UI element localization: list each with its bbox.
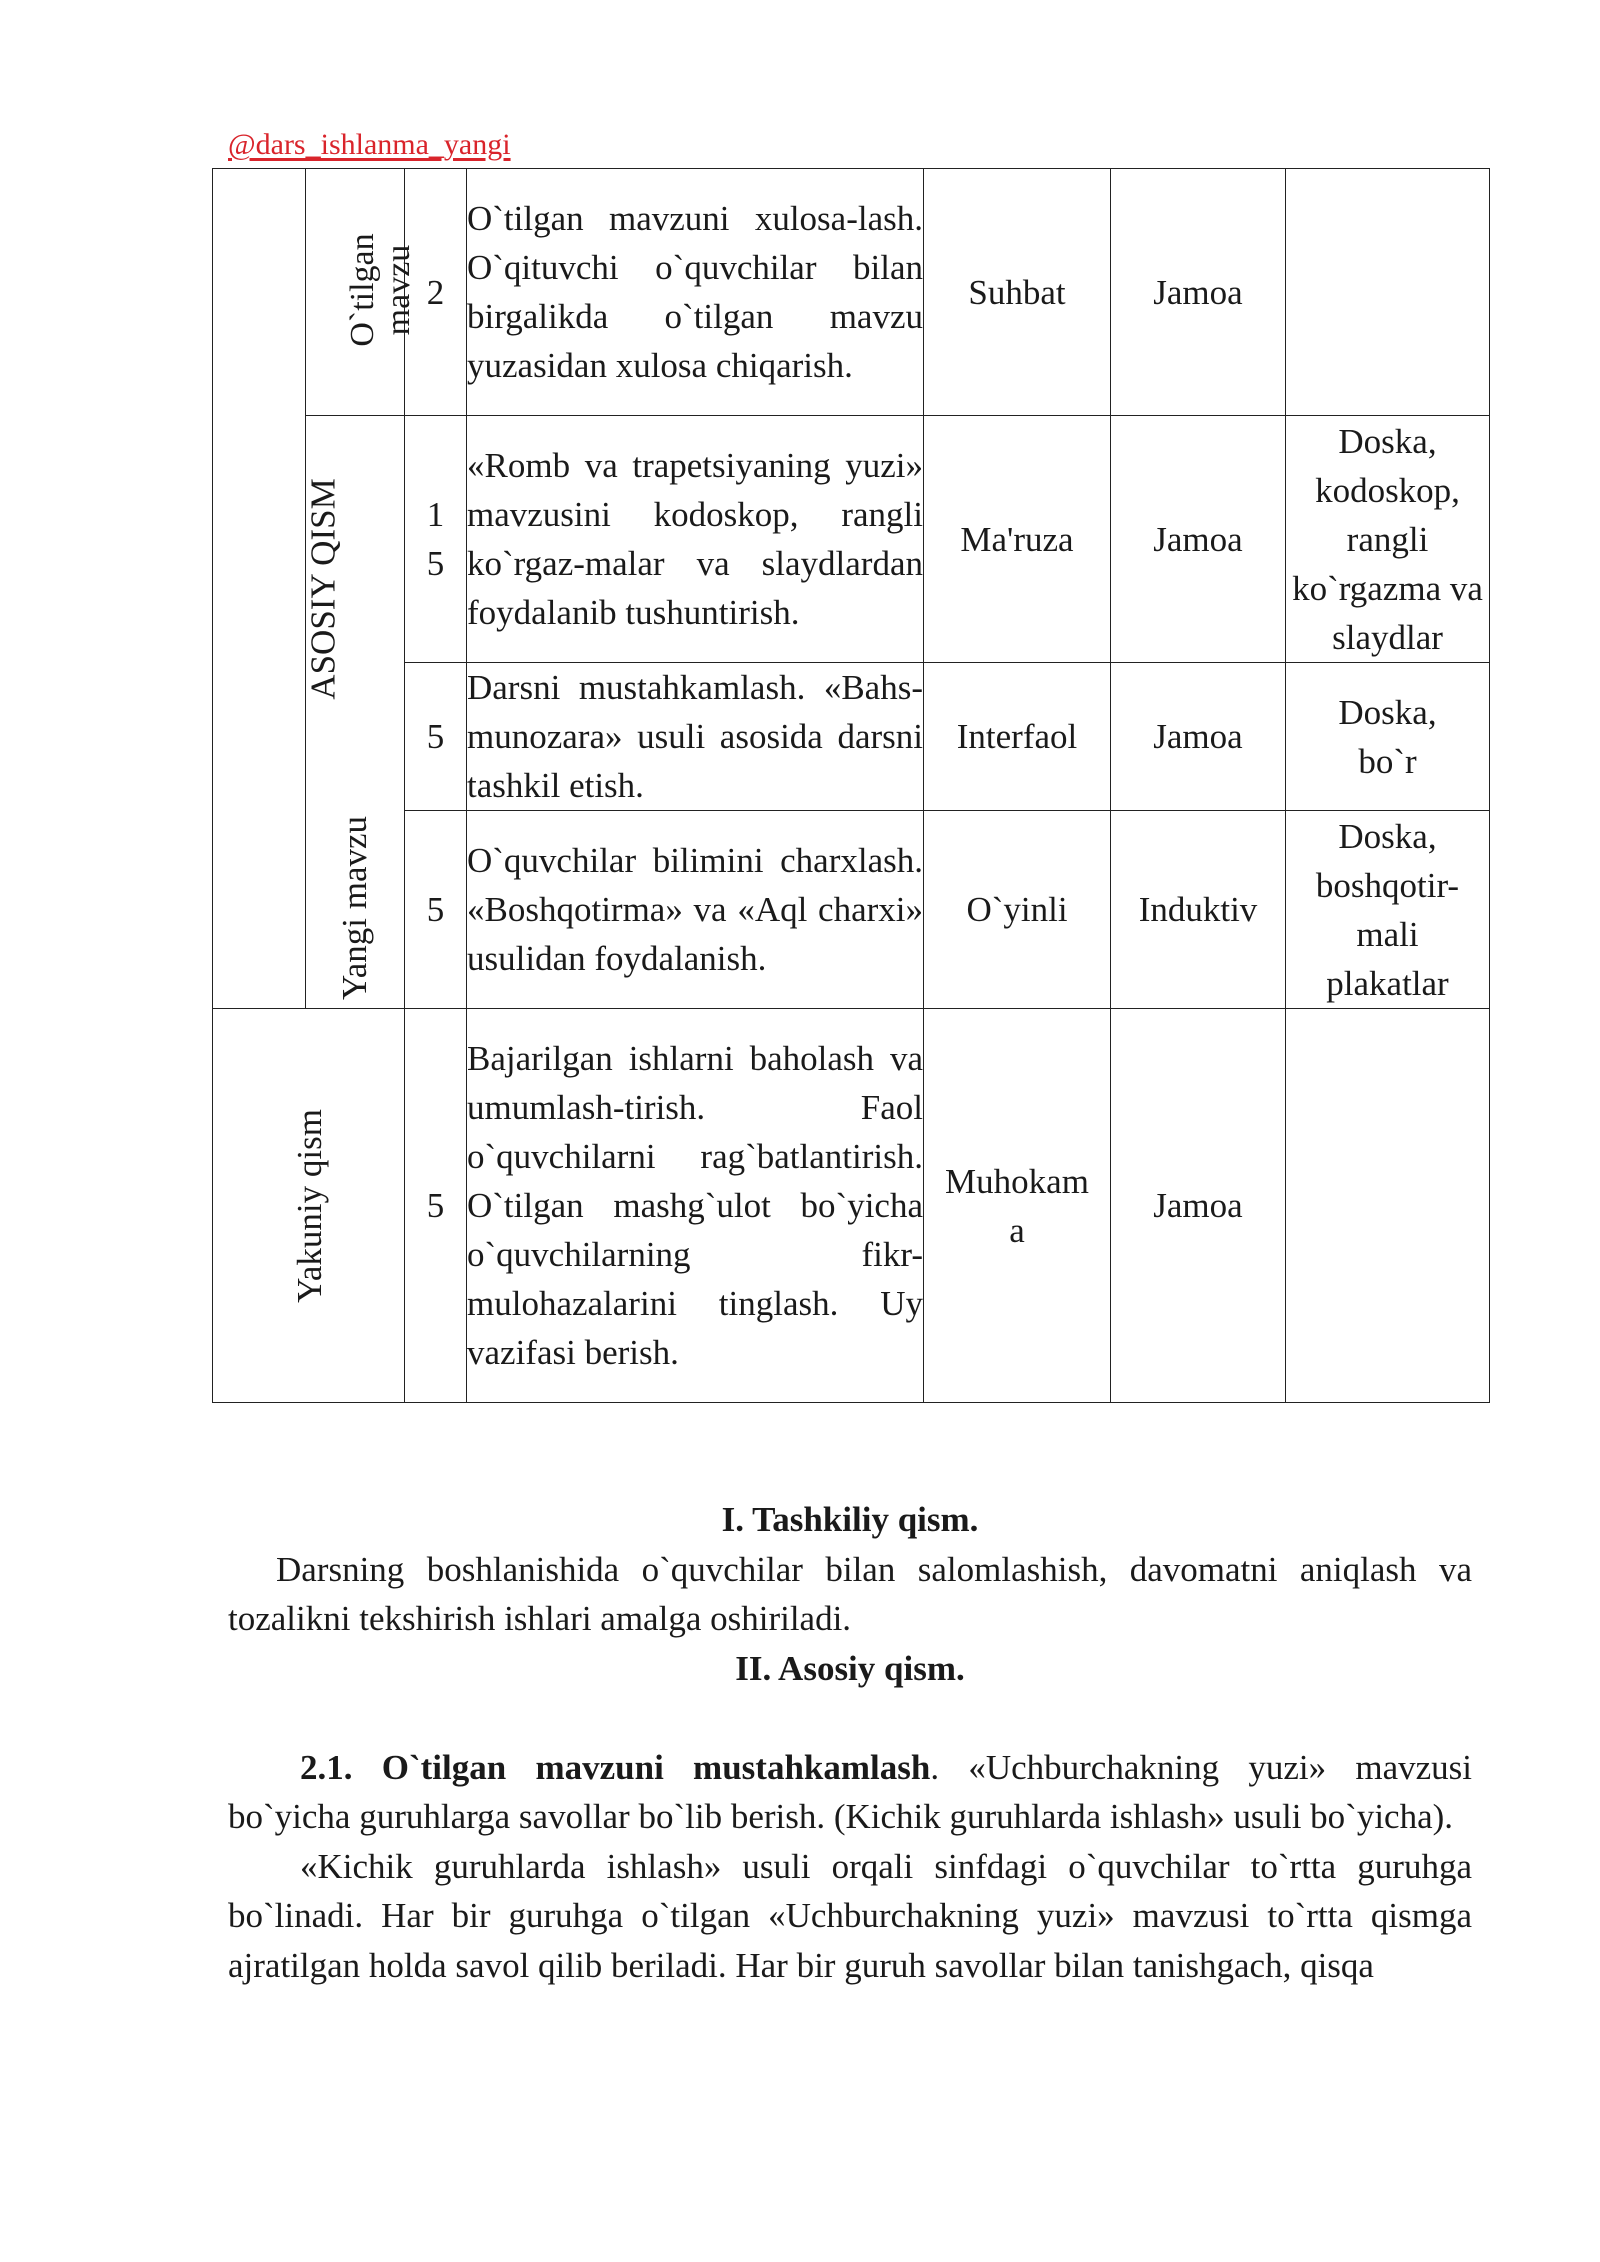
section-label-yakuniy: Yakuniy qism: [289, 1109, 329, 1303]
description-cell: O`quvchilar bilimini charxlash. «Boshqotirma» va «Aql charxi» usulidan foydalanish.: [467, 811, 924, 1009]
section-label-asosiy: ASOSIY QISM: [303, 478, 343, 700]
method-cell: Suhbat: [924, 169, 1111, 416]
method-cell: Muhokam a: [924, 1009, 1111, 1403]
form-cell: Jamoa: [1111, 663, 1286, 811]
description-cell: «Romb va trapetsiyaning yuzi» mavzusini kodoskop, rangli ko`rgaz-malar va slaydlardan foydalanib tushuntirish.: [467, 416, 924, 663]
document-body: [228, 1495, 1472, 1990]
minutes-cell: 5: [405, 663, 467, 811]
minutes-cell: 2: [405, 169, 467, 416]
table-row: [213, 169, 1490, 416]
table-row: [213, 416, 1490, 663]
method-cell: Interfaol: [924, 663, 1111, 811]
form-cell: Jamoa: [1111, 416, 1286, 663]
form-cell: Jamoa: [1111, 169, 1286, 416]
description-cell: Bajarilgan ishlarni baholash va umumlash-tirish. Faol o`quvchilarni rag`batlantirish. O`tilgan mashg`ulot bo`yicha o`quvchilarning fikr-mulohazalarini tinglash. Uy vazifasi berish.: [467, 1009, 924, 1403]
watermark-text: @dars_ishlanma_yangi: [228, 128, 511, 161]
tools-cell: Doska, bo`r: [1286, 663, 1490, 811]
section-cell-otilgan: [306, 169, 417, 416]
section-cell-asosiy: [213, 169, 343, 1009]
tools-cell: [1286, 1009, 1490, 1403]
table-row: [213, 1009, 1490, 1403]
method-cell: O`yinli: [924, 811, 1111, 1009]
method-cell: Ma'ruza: [924, 416, 1111, 663]
minutes-cell: 5: [405, 1009, 467, 1403]
section-heading: II. Asosiy qism.: [735, 1648, 965, 1688]
section-label-yangi: Yangi mavzu: [335, 815, 375, 1001]
paragraph-text: . «Uchburchakning yuzi» mavzusi bo`yicha guruhlarga savollar bo`lib berish. (Kichik guruhlarda ishlash» usuli bo`yicha).: [228, 1747, 1472, 1836]
section-heading: I. Tashkiliy qism.: [721, 1500, 979, 1539]
tools-cell: Doska, kodoskop, rangli ko`rgazma va slaydlar: [1286, 416, 1490, 663]
form-cell: Induktiv: [1111, 811, 1286, 1009]
section-label-otilgan: O`tilgan mavzu: [344, 232, 417, 347]
form-cell: Jamoa: [1111, 1009, 1286, 1403]
paragraph: [228, 1743, 1472, 1842]
minutes-cell: 1 5: [405, 416, 467, 663]
section-cell-yakuniy: [213, 1009, 405, 1403]
description-cell: Darsni mustahkamlash. «Bahs-munozara» usuli asosida darsni tashkil etish.: [467, 663, 924, 811]
lesson-plan-table: [212, 168, 1490, 1403]
subheading: 2.1. O`tilgan mavzuni mustahkamlash: [300, 1747, 931, 1787]
tools-cell: Doska, boshqotir-mali plakatlar: [1286, 811, 1490, 1009]
paragraph: Darsning boshlanishida o`quvchilar bilan salomlashish, davomatni aniqlash va tozalikni tekshirish ishlari amalga oshiriladi.: [228, 1549, 1472, 1638]
tools-cell: [1286, 169, 1490, 416]
minutes-cell: 5: [405, 811, 467, 1009]
table-row: [213, 663, 1490, 811]
description-cell: O`tilgan mavzuni xulosa-lash. O`qituvchi o`quvchilar bilan birgalikda o`tilgan mavzu yuzasidan xulosa chiqarish.: [467, 169, 924, 416]
table-row: [213, 811, 1490, 1009]
paragraph: «Kichik guruhlarda ishlash» usuli orqali sinfdagi o`quvchilar to`rtta guruhga bo`linadi. Har bir guruhga o`tilgan «Uchburchakning yuzi» mavzusi to`rtta qismga ajratilgan holda savol qilib beriladi. Har bir guruh savollar bilan tanishgach, qisqa: [228, 1846, 1472, 1985]
